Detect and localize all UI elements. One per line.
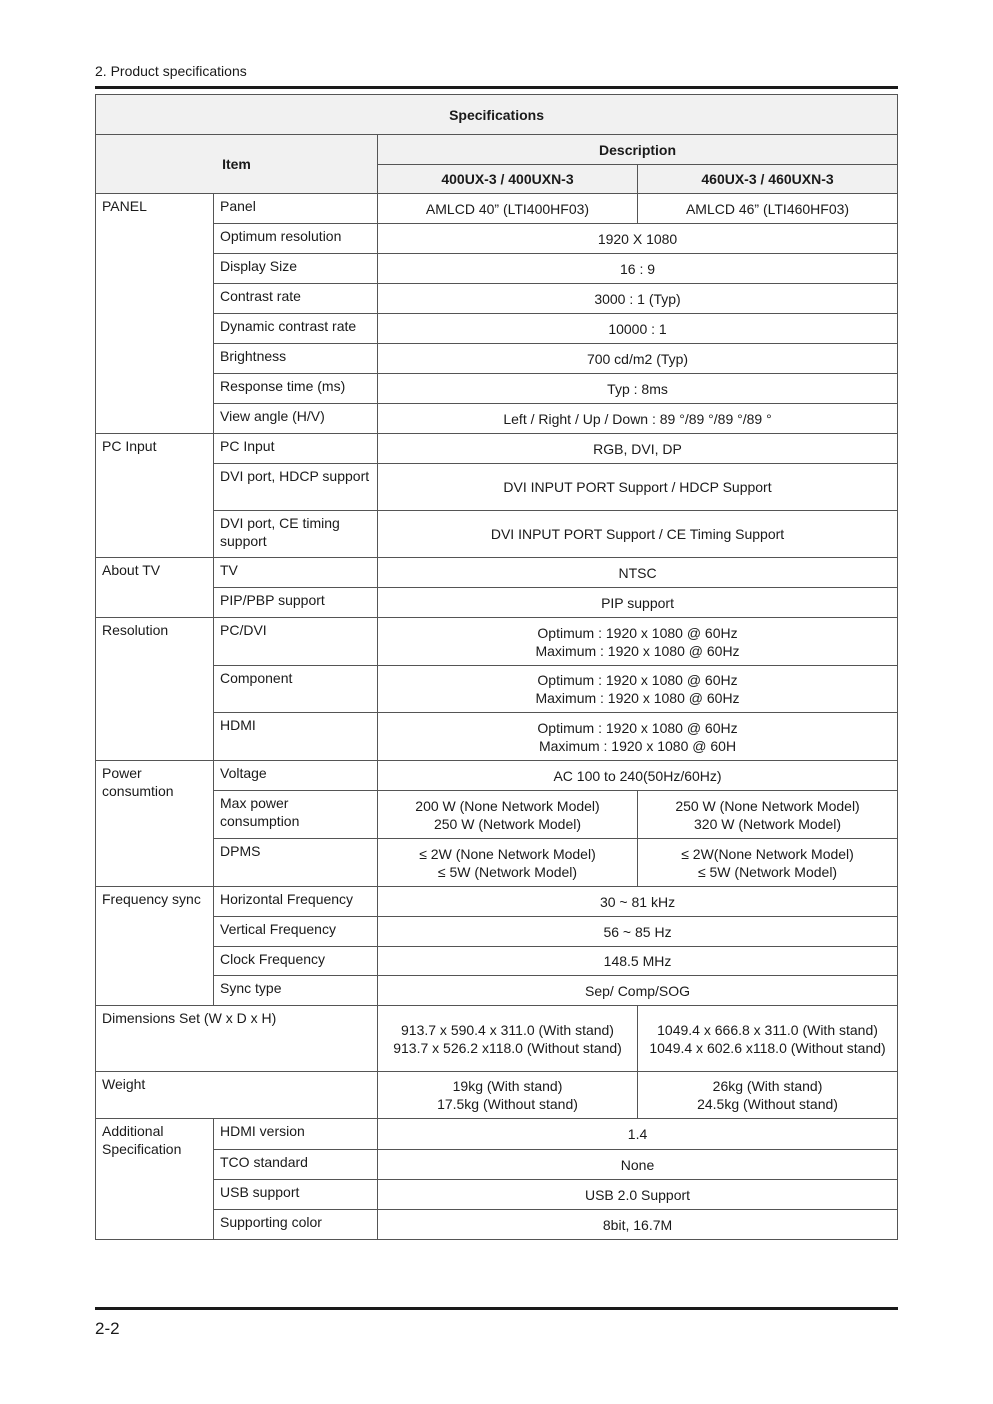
table-row [96, 588, 898, 618]
table-row [96, 284, 898, 314]
value-cell: AMLCD 40” (LTI400HF03) [378, 194, 638, 224]
value-cell: PIP support [378, 588, 898, 618]
value-line: 1049.4 x 666.8 x 311.0 (With stand) [657, 1021, 878, 1038]
item-label: HDMI version [214, 1119, 378, 1150]
value-line: 19kg (With stand) [452, 1078, 563, 1094]
value-line: Maximum : 1920 x 1080 @ 60H [538, 737, 737, 754]
item-label: Brightness [214, 344, 378, 374]
item-label: TCO standard [214, 1150, 378, 1180]
footer-divider [95, 1307, 898, 1310]
value-cell: Sep/ Comp/SOG [378, 976, 898, 1006]
table-row [96, 839, 898, 887]
value-cell: 10000 : 1 [378, 314, 898, 344]
value-cell: Left / Right / Up / Down : 89 °/89 °/89 °/89 ° [378, 404, 898, 434]
item-label: TV [214, 558, 378, 588]
value-cell: DVI INPUT PORT Support / CE Timing Support [378, 511, 898, 558]
value-line: 913.7 x 526.2 x118.0 (Without stand) [393, 1039, 622, 1056]
value-cell [638, 1006, 898, 1072]
table-row [96, 1210, 898, 1240]
value-cell: 16 : 9 [378, 254, 898, 284]
value-line: 250 W (Network Model) [433, 815, 582, 832]
header-divider [95, 86, 898, 89]
value-line: 250 W (None Network Model) [675, 797, 860, 814]
value-cell: USB 2.0 Support [378, 1180, 898, 1210]
table-row [96, 666, 898, 713]
item-label: DVI port, CE timing support [214, 511, 378, 558]
item-label: Max power consumption [214, 791, 378, 839]
table-row [96, 976, 898, 1006]
item-label: DVI port, HDCP support [214, 464, 378, 511]
value-cell [378, 1072, 638, 1119]
item-label: USB support [214, 1180, 378, 1210]
item-label: HDMI [214, 713, 378, 761]
value-line: Maximum : 1920 x 1080 @ 60Hz [535, 690, 740, 706]
item-label: Dynamic contrast rate [214, 314, 378, 344]
item-label: View angle (H/V) [214, 404, 378, 434]
table-title: Specifications [96, 95, 898, 135]
value-cell [378, 839, 638, 887]
category-power: Power consumtion [96, 761, 214, 887]
category-frequency: Frequency sync [96, 887, 214, 1006]
section-title: 2. Product specifications [95, 63, 247, 79]
table-row [96, 947, 898, 976]
value-cell: RGB, DVI, DP [378, 434, 898, 464]
value-line: ≤ 2W (None Network Model) [419, 845, 596, 862]
value-cell: 700 cd/m2 (Typ) [378, 344, 898, 374]
value-line: ≤ 5W (Network Model) [437, 863, 578, 880]
item-label: Contrast rate [214, 284, 378, 314]
item-label: DPMS [214, 839, 378, 887]
table-row [96, 374, 898, 404]
category-resolution: Resolution [96, 618, 214, 761]
item-label: PC Input [214, 434, 378, 464]
value-cell: NTSC [378, 558, 898, 588]
item-label: Voltage [214, 761, 378, 791]
item-label: Response time (ms) [214, 374, 378, 404]
value-cell: 30 ~ 81 kHz [378, 887, 898, 917]
category-weight: Weight [96, 1072, 378, 1119]
value-cell [638, 839, 898, 887]
table-row [96, 254, 898, 284]
table-row [96, 1006, 898, 1072]
value-cell: 8bit, 16.7M [378, 1210, 898, 1240]
value-cell [378, 713, 898, 761]
value-line: 17.5kg (Without stand) [437, 1096, 578, 1112]
page-number: 2-2 [95, 1319, 120, 1338]
value-cell: None [378, 1150, 898, 1180]
table-row [96, 464, 898, 511]
model-a-header: 400UX-3 / 400UXN-3 [378, 165, 638, 194]
value-line: 1049.4 x 602.6 x118.0 (Without stand) [649, 1039, 886, 1056]
value-line: Optimum : 1920 x 1080 @ 60Hz [537, 719, 738, 736]
value-cell: DVI INPUT PORT Support / HDCP Support [378, 464, 898, 511]
value-line: ≤ 2W(None Network Model) [681, 845, 854, 862]
value-cell [378, 666, 898, 713]
table-row [96, 1119, 898, 1150]
value-line: 24.5kg (Without stand) [697, 1096, 838, 1112]
item-label: Panel [214, 194, 378, 224]
value-cell [378, 1006, 638, 1072]
table-row [96, 434, 898, 464]
table-row [96, 314, 898, 344]
item-label: Component [214, 666, 378, 713]
table-row [96, 404, 898, 434]
value-line: 200 W (None Network Model) [415, 797, 600, 814]
value-line: Maximum : 1920 x 1080 @ 60Hz [535, 642, 740, 659]
value-cell [378, 618, 898, 666]
value-cell [638, 1072, 898, 1119]
item-label: Vertical Frequency [214, 917, 378, 947]
item-label: Display Size [214, 254, 378, 284]
specifications-table [95, 94, 898, 1240]
category-additional: Additional Specification [96, 1119, 214, 1240]
item-label: Clock Frequency [214, 947, 378, 976]
table-row [96, 791, 898, 839]
item-label: PIP/PBP support [214, 588, 378, 618]
value-cell: AMLCD 46” (LTI460HF03) [638, 194, 898, 224]
value-cell: Typ : 8ms [378, 374, 898, 404]
value-cell: 1920 X 1080 [378, 224, 898, 254]
value-line: ≤ 5W (Network Model) [697, 863, 838, 880]
model-b-header: 460UX-3 / 460UXN-3 [638, 165, 898, 194]
value-line: Optimum : 1920 x 1080 @ 60Hz [537, 624, 738, 641]
item-header: Item [96, 135, 378, 194]
category-about-tv: About TV [96, 558, 214, 618]
category-panel: PANEL [96, 194, 214, 434]
table-row [96, 713, 898, 761]
table-row [96, 224, 898, 254]
table-row [96, 511, 898, 558]
table-row [96, 887, 898, 917]
table-row [96, 618, 898, 666]
item-label: Optimum resolution [214, 224, 378, 254]
value-line: Optimum : 1920 x 1080 @ 60Hz [537, 672, 738, 688]
value-line: 320 W (Network Model) [694, 815, 842, 832]
table-row [96, 1180, 898, 1210]
category-dimensions: Dimensions Set (W x D x H) [96, 1006, 378, 1072]
value-cell: AC 100 to 240(50Hz/60Hz) [378, 761, 898, 791]
description-header: Description [378, 135, 898, 165]
value-line: 26kg (With stand) [712, 1078, 823, 1094]
table-row [96, 917, 898, 947]
table-row [96, 761, 898, 791]
category-pc-input: PC Input [96, 434, 214, 558]
table-row [96, 1072, 898, 1119]
value-cell: 148.5 MHz [378, 947, 898, 976]
value-cell: 1.4 [378, 1119, 898, 1150]
item-label: Sync type [214, 976, 378, 1006]
value-cell [378, 791, 638, 839]
table-row [96, 344, 898, 374]
item-label: Supporting color [214, 1210, 378, 1240]
item-label: Horizontal Frequency [214, 887, 378, 917]
item-label: PC/DVI [214, 618, 378, 666]
table-row [96, 1150, 898, 1180]
value-cell: 56 ~ 85 Hz [378, 917, 898, 947]
value-cell: 3000 : 1 (Typ) [378, 284, 898, 314]
value-line: 913.7 x 590.4 x 311.0 (With stand) [401, 1021, 614, 1038]
table-row [96, 194, 898, 224]
table-row [96, 558, 898, 588]
value-cell [638, 791, 898, 839]
